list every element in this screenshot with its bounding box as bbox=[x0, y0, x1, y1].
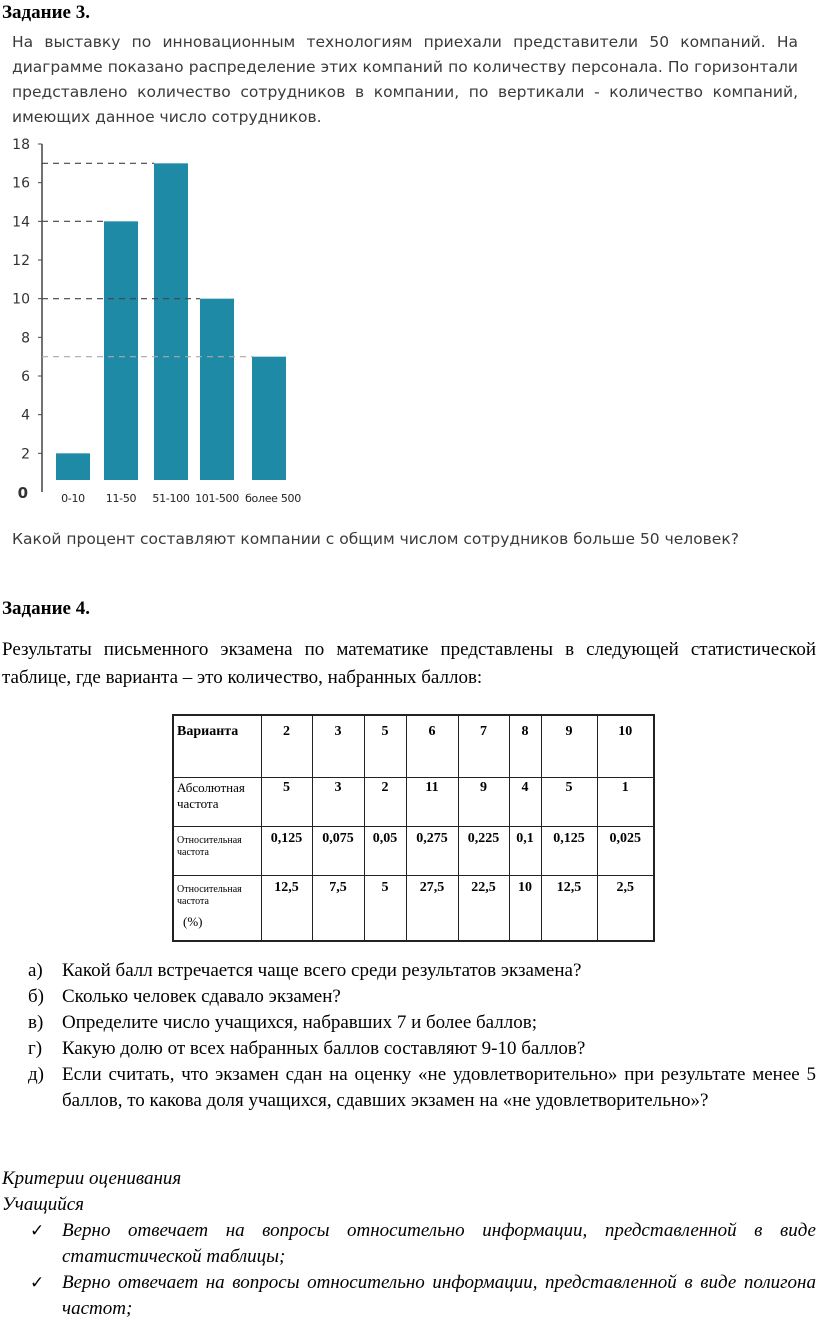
table-cell: 0,125 bbox=[541, 827, 597, 876]
row-label-percent-unit: (%) bbox=[183, 914, 203, 929]
y-tick-label: 12 bbox=[12, 253, 30, 269]
question-text: Сколько человек сдавало экзамен? bbox=[62, 986, 341, 1007]
row-label-variant: Варианта bbox=[173, 715, 261, 778]
questions-list bbox=[28, 958, 816, 1114]
table-row-variant bbox=[173, 715, 654, 778]
bar-chart bbox=[0, 132, 330, 512]
question-text: Какой балл встречается чаще всего среди результатов экзамена? bbox=[62, 960, 582, 981]
y-tick-label: 0 bbox=[17, 484, 28, 502]
table-cell: 9 bbox=[458, 778, 509, 827]
table-cell: 8 bbox=[509, 715, 541, 778]
x-tick-label: более 500 bbox=[245, 492, 301, 505]
x-tick-label: 0-10 bbox=[61, 492, 85, 505]
statistics-table bbox=[172, 714, 655, 942]
task3-heading: Задание 3. bbox=[2, 2, 90, 23]
criteria-title: Критерии оценивания bbox=[2, 1168, 182, 1189]
task3-intro: На выставку по инновационным технологиям приехали представители 50 компаний. На диаграмме показано распределение этих компаний по количеству персонала. По горизонтали представлено количество сотрудников в компании, по вертикали - количество компаний, имеющих данное число сотрудников. bbox=[12, 33, 798, 126]
table-cell: 5 bbox=[261, 778, 312, 827]
y-tick-label: 14 bbox=[12, 214, 30, 231]
list-item bbox=[28, 984, 816, 1010]
list-item bbox=[28, 958, 816, 984]
table-cell: 4 bbox=[509, 778, 541, 827]
table-cell: 7,5 bbox=[312, 876, 364, 942]
table-cell: 2 bbox=[261, 715, 312, 778]
table-cell: 10 bbox=[509, 876, 541, 942]
question-text: Если считать, что экзамен сдан на оценку «не удовлетворительно» при результате менее 5 баллов, то какова доля учащихся, сдавших экзамен на «не удовлетворительно»? bbox=[62, 1064, 816, 1111]
table-cell: 6 bbox=[406, 715, 458, 778]
y-tick-label: 2 bbox=[21, 446, 30, 463]
table-cell: 0,225 bbox=[458, 827, 509, 876]
table-cell: 0,1 bbox=[509, 827, 541, 876]
bar bbox=[104, 221, 138, 480]
y-tick-label: 16 bbox=[12, 175, 30, 192]
row-label-percent-text: Относительная частота bbox=[177, 884, 242, 907]
question-letter: д) bbox=[28, 1064, 44, 1085]
table-row-relative bbox=[173, 827, 654, 876]
row-label-percent bbox=[173, 876, 261, 942]
question-letter: б) bbox=[28, 986, 44, 1007]
criteria-block bbox=[2, 1166, 181, 1218]
table-cell: 0,125 bbox=[261, 827, 312, 876]
row-label-relative: Относительная частота bbox=[173, 827, 261, 876]
list-item bbox=[30, 1218, 816, 1270]
table-cell: 9 bbox=[541, 715, 597, 778]
x-tick-label: 11-50 bbox=[105, 492, 137, 505]
table-cell: 12,5 bbox=[261, 876, 312, 942]
bar bbox=[252, 357, 286, 480]
y-tick-label: 10 bbox=[12, 291, 30, 308]
table-cell: 3 bbox=[312, 778, 364, 827]
task4-heading: Задание 4. bbox=[2, 598, 90, 619]
table-cell: 10 bbox=[597, 715, 654, 778]
table-cell: 2 bbox=[364, 778, 406, 827]
list-item bbox=[28, 1010, 816, 1036]
question-text: Определите число учащихся, набравших 7 и более баллов; bbox=[62, 1012, 537, 1033]
criteria-subtitle: Учащийся bbox=[2, 1194, 84, 1215]
criteria-text: Верно отвечает на вопросы относительно информации, представленной в виде полигона частот; bbox=[62, 1272, 816, 1319]
bar bbox=[200, 299, 234, 480]
question-letter: в) bbox=[28, 1012, 44, 1033]
bar bbox=[56, 453, 90, 480]
row-label-absolute: Абсолютная частота bbox=[173, 778, 261, 827]
table-row-absolute bbox=[173, 778, 654, 827]
y-tick-label: 18 bbox=[12, 137, 30, 153]
bar bbox=[154, 163, 188, 480]
table-cell: 7 bbox=[458, 715, 509, 778]
y-tick-label: 4 bbox=[21, 407, 30, 424]
question-letter: а) bbox=[28, 960, 43, 981]
list-item bbox=[30, 1270, 816, 1322]
table-cell: 0,075 bbox=[312, 827, 364, 876]
table-cell: 22,5 bbox=[458, 876, 509, 942]
table-cell: 0,025 bbox=[597, 827, 654, 876]
table-cell: 0,275 bbox=[406, 827, 458, 876]
criteria-text: Верно отвечает на вопросы относительно информации, представленной в виде статистической таблицы; bbox=[62, 1220, 816, 1267]
table-cell: 12,5 bbox=[541, 876, 597, 942]
y-tick-label: 6 bbox=[21, 369, 30, 385]
x-tick-label: 101-500 bbox=[195, 492, 239, 505]
table-cell: 27,5 bbox=[406, 876, 458, 942]
table-cell: 0,05 bbox=[364, 827, 406, 876]
list-item bbox=[28, 1062, 816, 1114]
question-text: Какую долю от всех набранных баллов составляют 9-10 баллов? bbox=[62, 1038, 586, 1059]
criteria-list bbox=[30, 1218, 816, 1322]
table-cell: 1 bbox=[597, 778, 654, 827]
task4-intro: Результаты письменного экзамена по математике представлены в следующей статистической таблице, где варианта – это количество, набранных баллов: bbox=[2, 639, 816, 688]
table-row-percent bbox=[173, 876, 654, 942]
y-tick-label: 8 bbox=[21, 330, 30, 347]
checkmark-icon: ✓ bbox=[30, 1221, 45, 1241]
checkmark-icon: ✓ bbox=[30, 1273, 45, 1293]
table-cell: 2,5 bbox=[597, 876, 654, 942]
task3-question: Какой процент составляют компании с общим числом сотрудников больше 50 человек? bbox=[12, 530, 739, 548]
table-cell: 5 bbox=[541, 778, 597, 827]
table-cell: 5 bbox=[364, 876, 406, 942]
table-cell: 11 bbox=[406, 778, 458, 827]
list-item bbox=[28, 1036, 816, 1062]
table-cell: 5 bbox=[364, 715, 406, 778]
table-cell: 3 bbox=[312, 715, 364, 778]
x-tick-label: 51-100 bbox=[152, 492, 190, 505]
question-letter: г) bbox=[28, 1038, 43, 1059]
